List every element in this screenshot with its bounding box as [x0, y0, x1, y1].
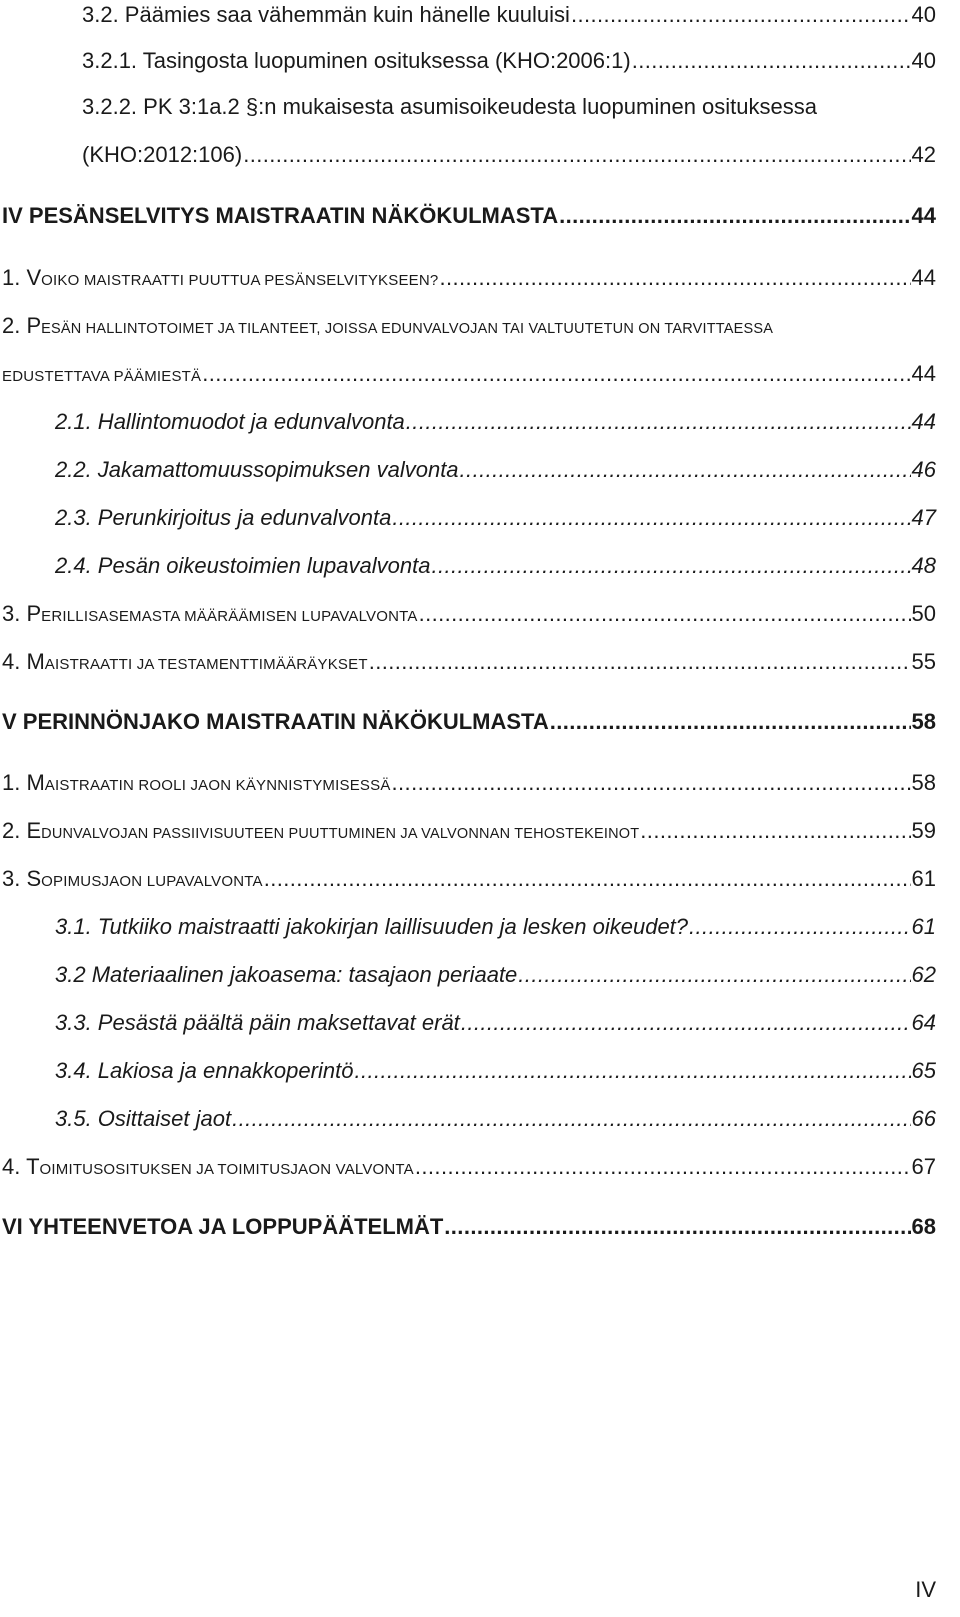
toc-entry-page: 65 [911, 1058, 936, 1083]
toc-entry[interactable] [82, 94, 817, 120]
toc-leader-dots [550, 709, 911, 735]
toc-entry-title: 4. MAISTRAATTI JA TESTAMENTTIMÄÄRÄYKSET [2, 649, 368, 674]
toc-entry-title: 1. VOIKO MAISTRAATTI PUUTTUA PESÄNSELVITYKSEEN? [2, 265, 439, 290]
toc-entry[interactable] [2, 818, 936, 844]
toc-entry-page: 50 [911, 601, 936, 626]
toc-leader-dots [632, 48, 911, 74]
toc-entry-continuation[interactable] [2, 361, 936, 387]
toc-leader-dots [406, 409, 911, 435]
toc-entry-title: 3.4. Lakiosa ja ennakkoperintö [55, 1058, 354, 1083]
toc-leader-dots [460, 457, 911, 483]
toc-entry-page: 47 [911, 505, 936, 530]
toc-entry-page: 44 [911, 361, 936, 386]
toc-entry-page: 62 [911, 962, 936, 987]
toc-entry[interactable] [2, 601, 936, 627]
toc-entry-page: 40 [911, 2, 936, 27]
toc-entry-continuation[interactable] [82, 142, 936, 168]
toc-entry-page: 46 [911, 457, 936, 482]
toc-entry-title: 3.1. Tutkiiko maistraatti jakokirjan laillisuuden ja lesken oikeudet? [55, 914, 689, 939]
toc-chapter-heading[interactable] [2, 1214, 936, 1240]
toc-entry-title: 2. PESÄN HALLINTOTOIMET JA TILANTEET, JOISSA EDUNVALVOJAN TAI VALTUUTETUN ON TARVITTAESSA [2, 313, 774, 338]
toc-entry-title: 1. MAISTRAATIN ROOLI JAON KÄYNNISTYMISESSÄ [2, 770, 391, 795]
toc-entry-title: IV PESÄNSELVITYS MAISTRAATIN NÄKÖKULMASTA [2, 203, 559, 228]
toc-entry-title: VI YHTEENVETOA JA LOPPUPÄÄTELMÄT [2, 1214, 444, 1239]
toc-entry-title: 2.2. Jakamattomuussopimuksen valvonta [55, 457, 459, 482]
toc-leader-dots [415, 1154, 911, 1180]
toc-entry[interactable] [55, 1058, 936, 1084]
toc-leader-dots [202, 361, 910, 387]
toc-entry-title: 3.3. Pesästä päältä päin maksettavat erät [55, 1010, 460, 1035]
toc-entry-page: 59 [911, 818, 936, 843]
toc-entry[interactable] [2, 866, 936, 892]
toc-entry-title: 2.1. Hallintomuodot ja edunvalvonta [55, 409, 405, 434]
toc-entry-page: 64 [911, 1010, 936, 1035]
toc-entry[interactable] [55, 553, 936, 579]
toc-entry-page: 48 [911, 553, 936, 578]
toc-leader-dots [354, 1058, 910, 1084]
toc-leader-dots [431, 553, 910, 579]
toc-entry-page: 61 [911, 914, 936, 939]
toc-entry-page: 58 [911, 709, 936, 734]
toc-entry-title: 3.2 Materiaalinen jakoasema: tasajaon periaate [55, 962, 518, 987]
toc-entry-page: 40 [911, 48, 936, 73]
toc-leader-dots [518, 962, 910, 988]
toc-entry-title: 4. TOIMITUSOSITUKSEN JA TOIMITUSJAON VALVONTA [2, 1154, 414, 1179]
toc-leader-dots [640, 818, 910, 844]
toc-entry-page: 55 [911, 649, 936, 674]
toc-entry-title: 3.2. Päämies saa vähemmän kuin hänelle kuuluisi [82, 2, 570, 27]
toc-entry[interactable] [55, 1106, 936, 1132]
toc-entry-title: 3.5. Osittaiset jaot [55, 1106, 232, 1131]
toc-entry[interactable] [55, 914, 936, 940]
toc-entry[interactable] [2, 1154, 936, 1180]
toc-entry-title: EDUSTETTAVA PÄÄMIESTÄ [2, 368, 202, 385]
toc-entry-page: 68 [911, 1214, 936, 1239]
toc-leader-dots [369, 649, 911, 675]
toc-leader-dots [689, 914, 910, 940]
page-number: IV [915, 1577, 936, 1602]
toc-entry-title: 3.2.1. Tasingosta luopuminen osituksessa (KHO:2006:1) [82, 48, 631, 73]
toc-entry[interactable] [55, 962, 936, 988]
toc-entry[interactable] [55, 505, 936, 531]
toc-entry[interactable] [55, 1010, 936, 1036]
toc-entry[interactable] [2, 770, 936, 796]
toc-entry-page: 61 [911, 866, 936, 891]
toc-entry-title: 3. PERILLISASEMASTA MÄÄRÄÄMISEN LUPAVALVONTA [2, 601, 418, 626]
toc-entry[interactable] [2, 265, 936, 291]
toc-entry-page: 44 [911, 203, 936, 228]
toc-entry-page: 67 [911, 1154, 936, 1179]
toc-leader-dots [571, 2, 911, 28]
toc-entry[interactable] [82, 48, 936, 74]
toc-leader-dots [264, 866, 911, 892]
toc-entry[interactable] [2, 313, 773, 339]
toc-entry-title: 3.2.2. PK 3:1a.2 §:n mukaisesta asumisoikeudesta luopuminen osituksessa [82, 94, 817, 119]
toc-leader-dots [439, 265, 910, 291]
toc-leader-dots [444, 1214, 910, 1240]
toc-entry[interactable] [55, 409, 936, 435]
toc-entry[interactable] [55, 457, 936, 483]
toc-chapter-heading[interactable] [2, 203, 936, 229]
toc-entry-title: 2. EDUNVALVOJAN PASSIIVISUUTEEN PUUTTUMINEN JA VALVONNAN TEHOSTEKEINOT [2, 818, 640, 843]
toc-entry-page: 66 [911, 1106, 936, 1131]
toc-entry-title: 3. SOPIMUSJAON LUPAVALVONTA [2, 866, 263, 891]
toc-leader-dots [243, 142, 910, 168]
toc-entry-page: 58 [911, 770, 936, 795]
toc-entry-title: (KHO:2012:106) [82, 142, 243, 167]
toc-leader-dots [419, 601, 911, 627]
toc-entry-page: 44 [911, 265, 936, 290]
toc-entry[interactable] [2, 649, 936, 675]
toc-entry-page: 44 [911, 409, 936, 434]
toc-chapter-heading[interactable] [2, 709, 936, 735]
toc-leader-dots [392, 770, 911, 796]
toc-leader-dots [392, 505, 910, 531]
toc-leader-dots [232, 1106, 910, 1132]
toc-entry-title: V PERINNÖNJAKO MAISTRAATIN NÄKÖKULMASTA [2, 709, 549, 734]
toc-leader-dots [461, 1010, 911, 1036]
toc-entry[interactable] [82, 2, 936, 28]
toc-entry-page: 42 [911, 142, 936, 167]
toc-entry-title: 2.3. Perunkirjoitus ja edunvalvonta [55, 505, 392, 530]
toc-entry-title: 2.4. Pesän oikeustoimien lupavalvonta [55, 553, 431, 578]
toc-leader-dots [559, 203, 910, 229]
